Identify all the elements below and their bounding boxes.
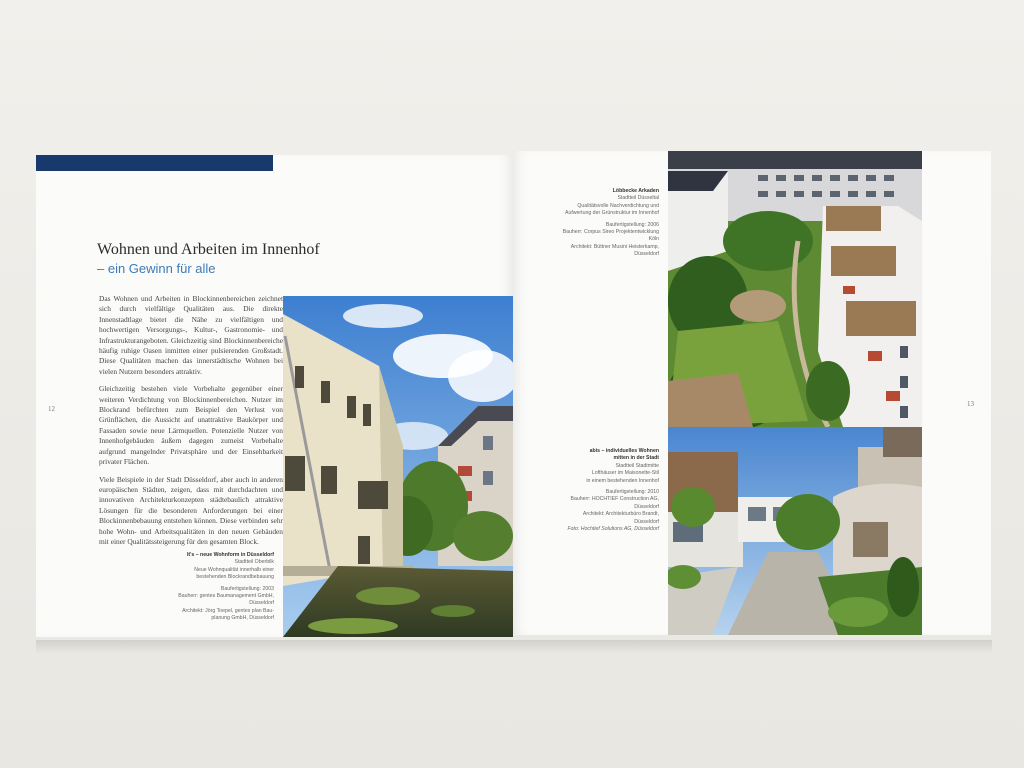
caption-line: in einem bestehenden Innenhof (586, 477, 659, 484)
page-number-right: 13 (967, 400, 974, 408)
caption-line: planung GmbH, Düsseldorf (211, 615, 274, 622)
caption-line: Baufertigstellung: 2006 (605, 221, 659, 228)
caption-line: Düsseldorf (634, 503, 659, 510)
caption-line: Düsseldorf (634, 251, 659, 258)
caption-line: Stadtteil Stadtmitte (615, 462, 659, 469)
caption-line: Köln (648, 236, 659, 243)
caption-line: Bauherr: Corpus Sireo Projektentwicklung (562, 229, 659, 236)
caption-top (517, 188, 659, 259)
caption-line: Bauherr: gentes Baumanagement GmbH, (178, 593, 274, 600)
caption-line: Qualitätsvolle Nachverdichtung und (577, 202, 659, 209)
caption-line: Neue Wohnqualität innerhalb einer (194, 566, 274, 573)
paragraph: Viele Beispiele in der Stadt Düsseldorf, aber auch in anderen europäischen Städten, zeigen, dass mit durchdachten und innovativen Architekturkonzepten städtebaulich attraktive Lösungen für die besonderen Anforderungen bei einer Blockinnenbebauung entstehen können. Diese verbinden sehr hohe Wohn- und Arbeitsqualitäten in den neuen Gebäuden mit einer Qualitätssteigerung für den gesamten Block. (99, 474, 283, 546)
caption-title: Löbbecke Arkaden (612, 188, 659, 194)
blue-header-bar (36, 155, 273, 171)
caption-line: bestehenden Blockrandbebauung (196, 574, 274, 581)
book-shadow (36, 640, 992, 654)
caption-title: It's – neue Wohnform in Düsseldorf (186, 552, 274, 558)
caption-line: Düsseldorf (634, 518, 659, 525)
caption-line: Architekt: Jörg Toepel, gentes plan Bau- (182, 607, 274, 614)
caption-line: Architekt: Büttner Musini Heisterkamp, (570, 243, 659, 250)
photo-credit: Foto: Hochtief Solutions AG, Düsseldorf (567, 526, 659, 533)
caption-title: abis – individuelles Wohnen (589, 448, 659, 454)
caption-line: Baufertigstellung: 2003 (220, 585, 274, 592)
caption-line: Bauherr: HOCHTIEF Construction AG, (570, 496, 659, 503)
photo-aerial-courtyard (668, 151, 922, 427)
page-number-left: 12 (48, 405, 55, 413)
caption-line: Düsseldorf (249, 600, 274, 607)
caption-line: Aufwertung der Grünstruktur im Innenhof (565, 210, 659, 217)
caption-left (124, 552, 274, 623)
caption-line: Stadtteil Düsseltal (617, 195, 659, 202)
caption-bottom (517, 448, 659, 533)
photo-building-pond (283, 296, 513, 637)
photo-loft-courtyard (668, 427, 922, 635)
page-subtitle: – ein Gewinn für alle (97, 261, 216, 276)
caption-line: Architekt: Architekturbüro Brandt, (582, 511, 659, 518)
right-page (513, 151, 991, 635)
caption-line: Lofthäuser im Maisonette-Stil (591, 470, 659, 477)
paragraph: Gleichzeitig bestehen viele Vorbehalte gegenüber einer weiteren Verdichtung von Blockinnenbereichen. Nutzer im Blockrand befürchten zum Beispiel den Verlust von Grünflächen, die Aussicht auf unattraktive Baukörper und Fassaden sowie neue Lärmquellen. Potenzielle Nutzer von Innenhofgebäuden äußern dagegen zumeist Vorbehalte aufgrund mangelnder Privatsphäre und der Einsehbarkeit privater Flächen. (99, 384, 283, 467)
page-title: Wohnen und Arbeiten im Innenhof (97, 241, 320, 258)
body-text (99, 294, 283, 554)
caption-line: Stadtteil Oberbilk (234, 559, 274, 566)
caption-line: Baufertigstellung: 2010 (605, 489, 659, 496)
paragraph: Das Wohnen und Arbeiten in Blockinnenbereichen zeichnet sich durch vielfältige Qualitäten aus. Die direkte Innenstadtlage bietet die Nähe zu vielfältigen und hochwertigen Versorgungs-, Kultur-, Gastronomie- und Infrastrukturangeboten. Gleichzeitig sind Blockinnenbereiche häufig ruhige Oasen inmitten einer pulsierenden Großstadt. Diese Qualitäten machen das innerstädtische Wohnen bei vielen Nutzern besonders attraktiv. (99, 294, 283, 376)
left-page (36, 155, 513, 637)
caption-title: mitten in der Stadt (613, 455, 659, 462)
